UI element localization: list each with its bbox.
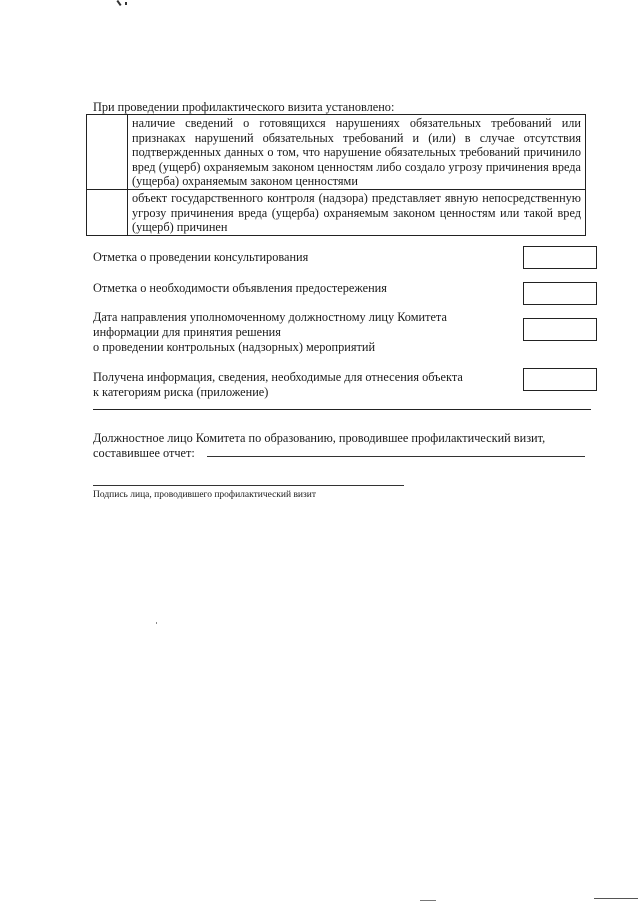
- finding-text: наличие сведений о готовящихся нарушениях обязательных требований или признаках нарушений обязательных требований и (или) в случае отсутствия подтвержденных данных о том, что нарушение обязательных требований причинило вред (ущерб) охраняемым законом ценностям либо создало угрозу причинения вреда (ущерба) охраняемым законом ценностями: [128, 115, 586, 190]
- risk-field[interactable]: [523, 368, 597, 391]
- scan-mark: [156, 622, 157, 624]
- scan-mark: [125, 2, 127, 5]
- warning-field[interactable]: [523, 282, 597, 305]
- risk-label-line1: Получена информация, сведения, необходимые для отнесения объекта: [93, 370, 463, 384]
- table-row: [87, 115, 586, 190]
- section-divider: [93, 409, 591, 410]
- official-line2: составившее отчет:: [93, 446, 195, 460]
- scan-mark: [116, 0, 121, 6]
- referral-label-line3: о проведении контрольных (надзорных) мероприятий: [93, 340, 376, 354]
- signature-line[interactable]: [93, 485, 404, 486]
- consultation-field[interactable]: [523, 246, 597, 269]
- risk-label-line2: к категориям риска (приложение): [93, 385, 269, 399]
- intro-text: При проведении профилактического визита установлено:: [93, 100, 395, 114]
- findings-table: [86, 114, 586, 236]
- signature-caption: Подпись лица, проводившего профилактический визит: [93, 490, 317, 500]
- finding-text: объект государственного контроля (надзора) представляет явную непосредственную угрозу причинения вреда (ущерба) охраняемым законом ценностям или такой вред (ущерб) причинен: [128, 189, 586, 235]
- scan-edge: [420, 900, 436, 901]
- checkbox-cell[interactable]: [87, 189, 128, 235]
- warning-label: Отметка о необходимости объявления предостережения: [93, 281, 387, 295]
- official-name-field[interactable]: [207, 456, 585, 457]
- table-row: [87, 189, 586, 235]
- referral-date-field[interactable]: [523, 318, 597, 341]
- referral-label-line2: информации для принятия решения: [93, 325, 281, 339]
- consultation-label: Отметка о проведении консультирования: [93, 250, 309, 264]
- scan-edge: [594, 898, 638, 899]
- checkbox-cell[interactable]: [87, 115, 128, 190]
- official-line1: Должностное лицо Комитета по образованию, проводившее профилактический визит,: [93, 431, 546, 445]
- referral-label-line1: Дата направления уполномоченному должностному лицу Комитета: [93, 310, 447, 324]
